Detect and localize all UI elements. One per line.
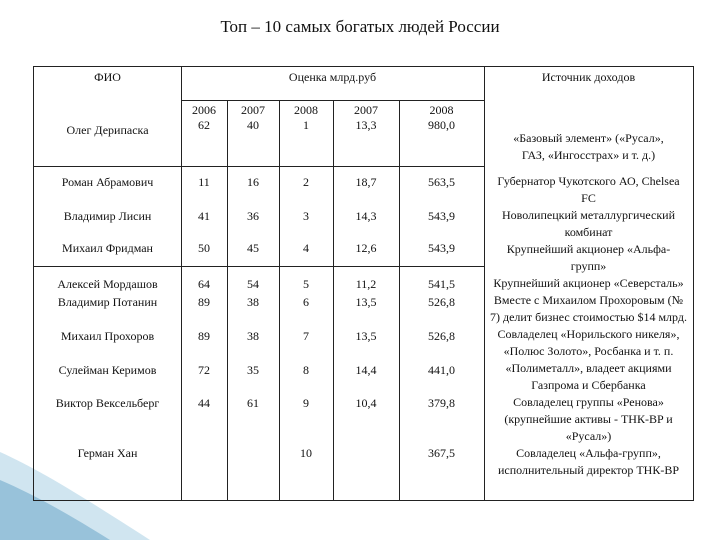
- cell-value: 41: [198, 209, 210, 223]
- year-header: 2008: [294, 103, 318, 117]
- year-header: 2007: [241, 103, 265, 117]
- person-name: Олег Дерипаска: [66, 123, 149, 137]
- cell-value: 4: [303, 241, 309, 255]
- page-title: Топ – 10 самых богатых людей России: [220, 17, 500, 36]
- cell-value: 1: [303, 118, 309, 132]
- cell-value: 44: [198, 396, 210, 410]
- cell-value: 5: [303, 277, 309, 291]
- cell-value: 14,3: [355, 209, 377, 223]
- source-text: FC: [581, 191, 596, 205]
- cell-value: 72: [198, 363, 210, 377]
- source-text: Совладелец «Норильского никеля»,: [497, 327, 680, 341]
- cell-value: 13,3: [355, 118, 377, 132]
- source-text: «Полиметалл», владеет акциями: [505, 361, 672, 375]
- year-header: 2007: [354, 103, 378, 117]
- wealth-table: [33, 66, 694, 501]
- cell-value: 11: [198, 175, 210, 189]
- header-rating: Оценка млрд.руб: [288, 70, 377, 84]
- cell-value: 38: [247, 329, 259, 343]
- source-text: Новолипецкий металлургический: [501, 208, 676, 222]
- header-source: Источник доходов: [541, 70, 636, 84]
- cell-value: 11,2: [355, 277, 377, 291]
- source-text: «Русал»): [565, 429, 612, 443]
- year-header: 2006: [192, 103, 216, 117]
- cell-value: 2: [303, 175, 309, 189]
- cell-value: 526,8: [428, 295, 455, 309]
- cell-value: 45: [247, 241, 259, 255]
- source-text: Крупнейший акционер «Северсталь»: [493, 276, 684, 290]
- year-header: 2008: [429, 103, 454, 117]
- cell-value: 980,0: [428, 118, 455, 132]
- source-text: групп»: [570, 259, 607, 273]
- cell-value: 13,5: [355, 295, 377, 309]
- cell-value: 61: [247, 396, 259, 410]
- cell-value: 379,8: [428, 396, 455, 410]
- source-text: 7) делит бизнес стоимостью $14 млрд.: [490, 310, 687, 324]
- cell-value: 10: [300, 446, 312, 460]
- cell-value: 54: [247, 277, 259, 291]
- cell-value: 563,5: [428, 175, 455, 189]
- cell-value: 64: [198, 277, 210, 291]
- cell-value: 62: [198, 118, 210, 132]
- cell-value: 36: [247, 209, 259, 223]
- source-text: «Базовый элемент» («Русал»,: [513, 131, 664, 145]
- cell-value: 14,4: [355, 363, 377, 377]
- cell-value: 12,6: [355, 241, 377, 255]
- source-text: Губернатор Чукотского АО, Chelsea: [497, 174, 680, 188]
- header-name: ФИО: [94, 70, 121, 84]
- cell-value: 441,0: [428, 363, 455, 377]
- row-divider: [34, 266, 484, 267]
- person-name: Михаил Прохоров: [60, 329, 155, 343]
- row-divider: [34, 166, 484, 167]
- cell-value: 6: [303, 295, 309, 309]
- source-text: Совладелец группы «Ренова»: [513, 395, 664, 409]
- cell-value: 89: [198, 295, 210, 309]
- person-name: Виктор Вексельберг: [55, 396, 160, 410]
- source-text: комбинат: [564, 225, 613, 239]
- cell-value: 38: [247, 295, 259, 309]
- cell-value: 9: [303, 396, 309, 410]
- cell-value: 35: [247, 363, 259, 377]
- source-text: Совладелец «Альфа-групп»,: [516, 446, 661, 460]
- cell-value: 10,4: [355, 396, 377, 410]
- cell-value: 18,7: [355, 175, 377, 189]
- cell-value: 16: [247, 175, 259, 189]
- source-text: ГАЗ, «Ингосстрах» и т. д.): [521, 148, 656, 162]
- person-name: Алексей Мордашов: [57, 277, 158, 291]
- cell-value: 50: [198, 241, 210, 255]
- source-text: «Полюс Золото», Росбанка и т. п.: [503, 344, 674, 358]
- source-text: Газпрома и Сбербанка: [531, 378, 646, 392]
- cell-value: 13,5: [355, 329, 377, 343]
- source-text: Крупнейший акционер «Альфа-: [506, 242, 671, 256]
- source-text: Вместе с Михаилом Прохоровым (№: [493, 293, 684, 307]
- cell-value: 7: [303, 329, 309, 343]
- row-divider: [181, 100, 484, 101]
- cell-value: 40: [247, 118, 259, 132]
- person-name: Владимир Лисин: [63, 209, 152, 223]
- person-name: Герман Хан: [77, 446, 138, 460]
- cell-value: 8: [303, 363, 309, 377]
- cell-value: 526,8: [428, 329, 455, 343]
- person-name: Михаил Фридман: [62, 241, 153, 255]
- person-name: Роман Абрамович: [61, 175, 154, 189]
- cell-value: 367,5: [428, 446, 455, 460]
- cell-value: 543,9: [428, 209, 455, 223]
- source-text: исполнительный директор ТНК-BP: [497, 463, 680, 477]
- cell-value: 3: [303, 209, 309, 223]
- cell-value: 89: [198, 329, 210, 343]
- cell-value: 543,9: [428, 241, 455, 255]
- person-name: Владимир Потанин: [57, 295, 158, 309]
- person-name: Сулейман Керимов: [58, 363, 157, 377]
- cell-value: 541,5: [428, 277, 455, 291]
- source-text: (крупнейшие активы - ТНК-BP и: [504, 412, 673, 426]
